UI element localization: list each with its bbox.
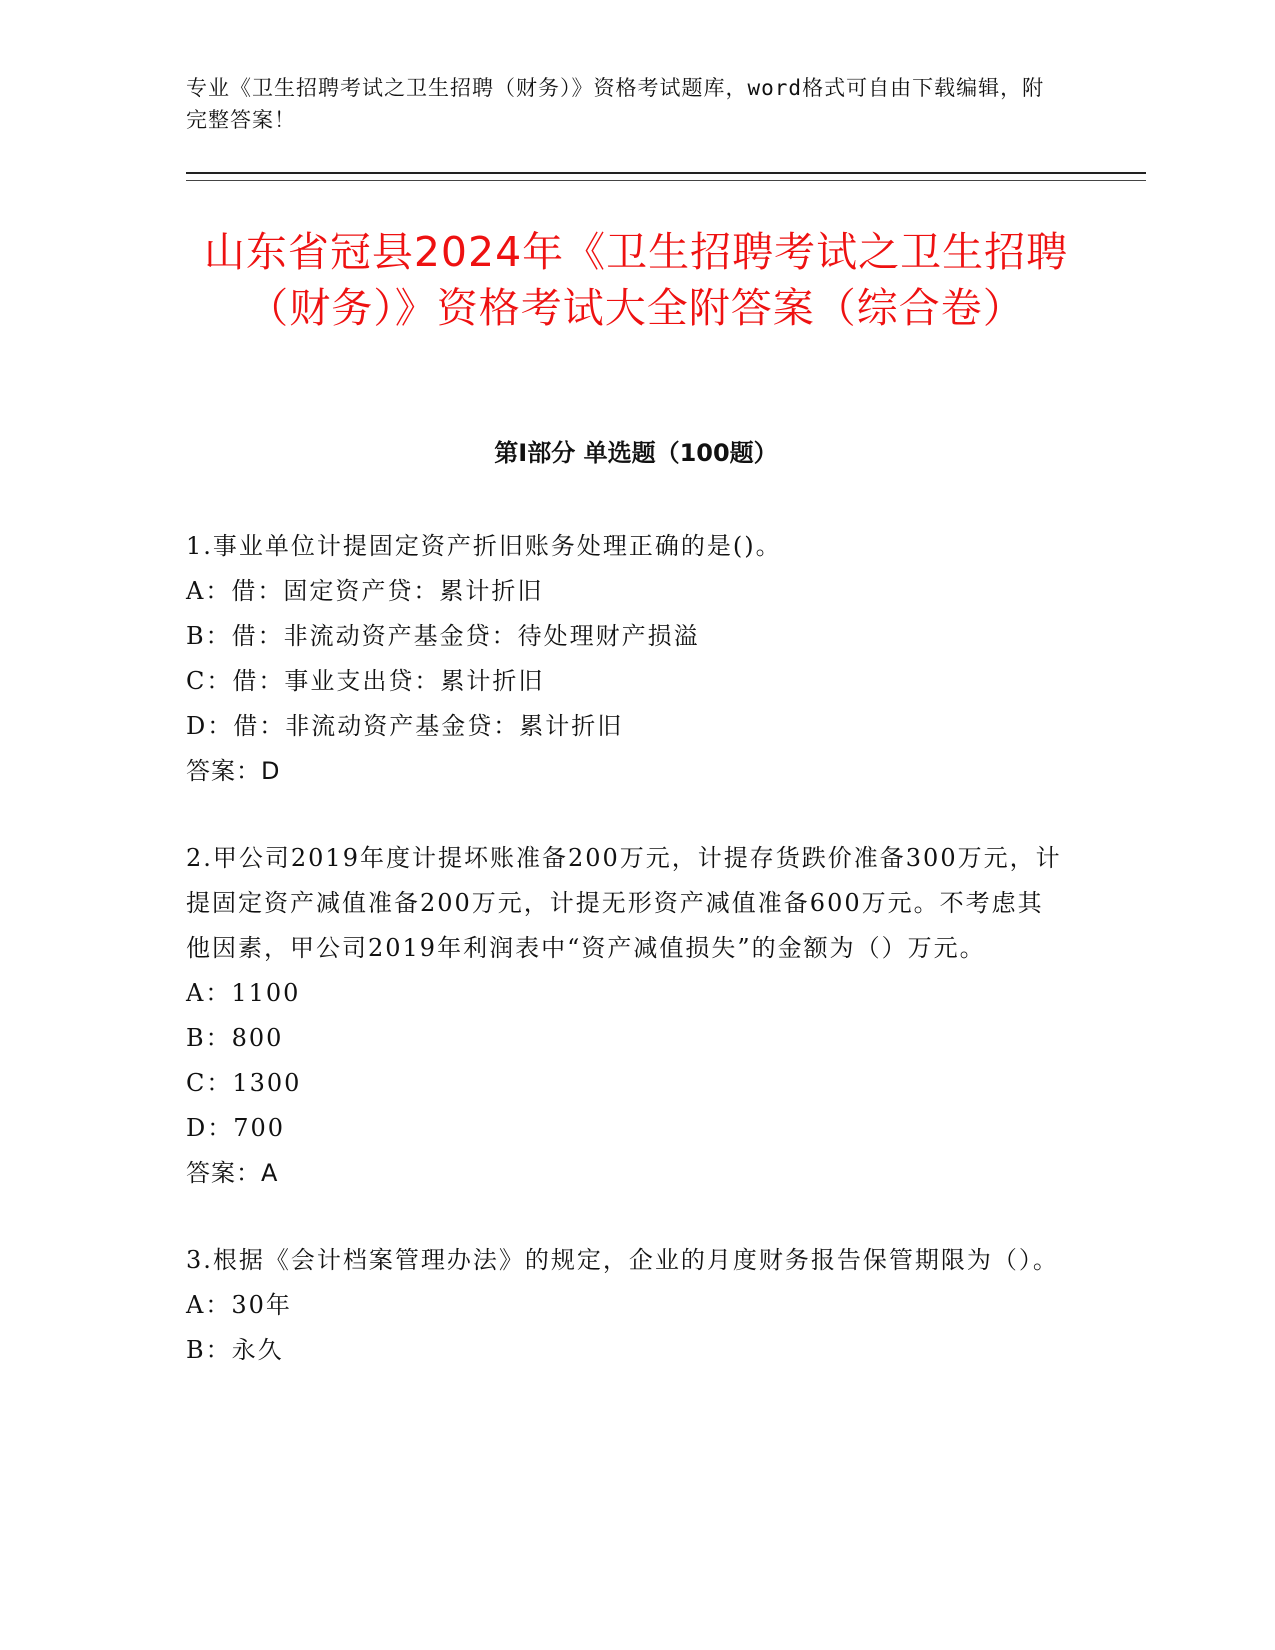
option-a: A：借：固定资产贷：累计折旧 <box>186 577 544 605</box>
option-b: B：永久 <box>186 1336 284 1364</box>
question-stem: 3.根据《会计档案管理办法》的规定，企业的月度财务报告保管期限为（）。 <box>186 1246 1059 1274</box>
section-heading: 第I部分 单选题（100题） <box>494 439 778 467</box>
question-stem: 1.事业单位计提固定资产折旧账务处理正确的是()。 <box>186 532 782 560</box>
option-a: A：30年 <box>186 1291 292 1319</box>
header-note: 专业《卫生招聘考试之卫生招聘（财务）》资格考试题库，word格式可自由下载编辑，附完整答案！ <box>186 76 1045 132</box>
question-list <box>186 524 1066 1415</box>
option-d: D：700 <box>186 1114 286 1142</box>
question-2 <box>186 836 1066 1196</box>
option-d: D：借：非流动资产基金贷：累计折旧 <box>186 712 624 740</box>
document-title: 山东省冠县2024年《卫生招聘考试之卫生招聘（财务）》资格考试大全附答案（综合卷） <box>203 228 1069 332</box>
answer-label: 答案：A <box>186 1159 279 1187</box>
option-c: C：借：事业支出贷：累计折旧 <box>186 667 545 695</box>
header-rule-thick <box>186 172 1146 174</box>
question-1 <box>186 524 1066 794</box>
option-a: A：1100 <box>186 979 301 1007</box>
option-b: B：800 <box>186 1024 284 1052</box>
question-stem: 2.甲公司2019年度计提坏账准备200万元，计提存货跌价准备300万元，计提固定资产减值准备200万元，计提无形资产减值准备600万元。不考虑其他因素，甲公司2019年利润表中“资产减值损失”的金额为（）万元。 <box>186 844 1062 962</box>
header-rule-thin <box>186 180 1146 181</box>
option-b: B：借：非流动资产基金贷：待处理财产损溢 <box>186 622 700 650</box>
question-3 <box>186 1238 1066 1373</box>
answer-label: 答案：D <box>186 757 281 785</box>
option-c: C：1300 <box>186 1069 302 1097</box>
